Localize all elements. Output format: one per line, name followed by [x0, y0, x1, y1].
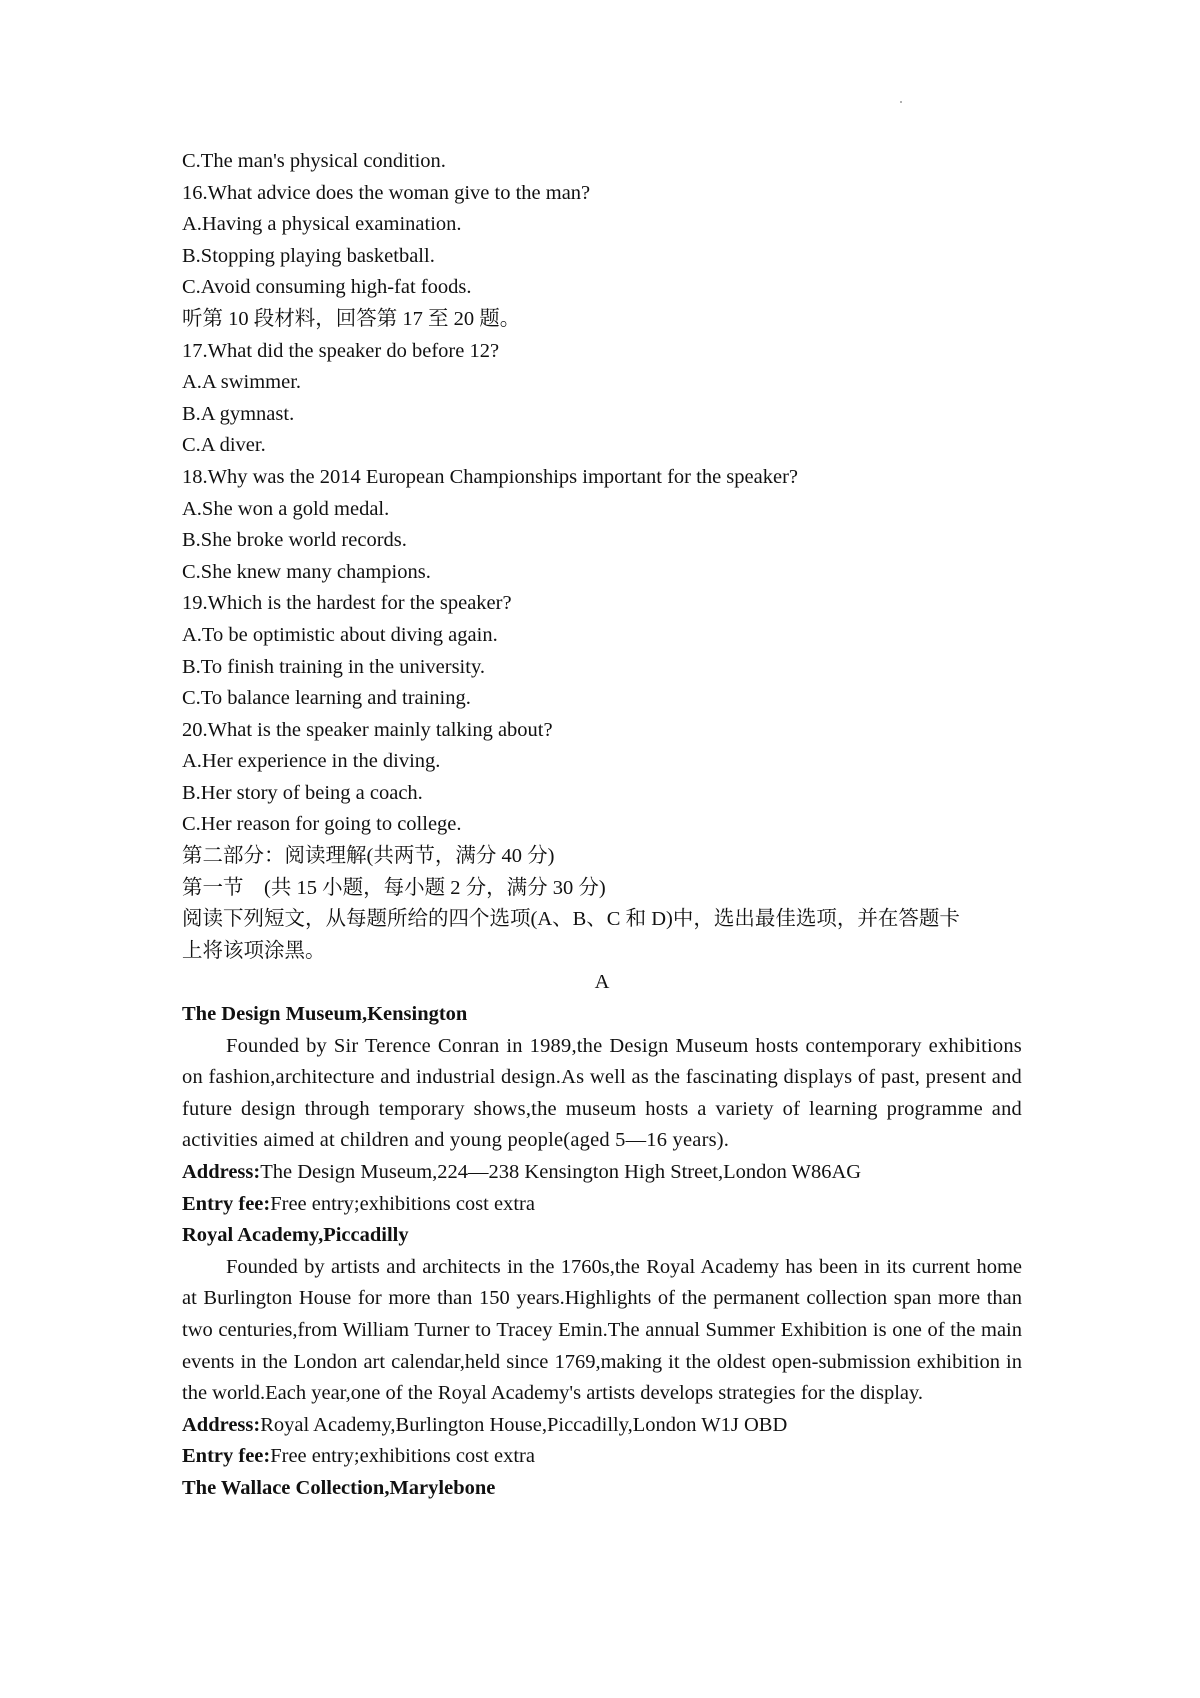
q18-option-c: C.She knew many champions.	[182, 560, 431, 583]
museum-1-address	[182, 1157, 1022, 1189]
q20-question: 20.What is the speaker mainly talking about?	[182, 718, 553, 741]
reading-section-title: 第一节 (共 15 小题，每小题 2 分，满分 30 分)	[182, 876, 606, 899]
museum-2-entry-fee	[182, 1441, 1022, 1473]
q17-option-a: A.A swimmer.	[182, 371, 302, 394]
q19-question: 19.Which is the hardest for the speaker?	[182, 592, 512, 615]
q16-question: 16.What advice does the woman give to the man?	[182, 181, 591, 204]
scan-speck	[900, 101, 902, 103]
reading-part-title: 第二部分：阅读理解(共两节，满分 40 分)	[182, 845, 555, 868]
q17-option-c: C.A diver.	[182, 434, 266, 457]
q20-option-c: C.Her reason for going to college.	[182, 813, 462, 836]
q19-option-b: B.To finish training in the university.	[182, 655, 485, 678]
q16-option-c: C.Avoid consuming high-fat foods.	[182, 276, 472, 299]
museum-2-name: Royal Academy,Piccadilly	[182, 1224, 409, 1247]
q19-option-a: A.To be optimistic about diving again.	[182, 623, 498, 646]
q15-option-c: C.The man's physical condition.	[182, 150, 446, 172]
q16-option-b: B.Stopping playing basketball.	[182, 244, 435, 267]
address-value: Royal Academy,Burlington House,Piccadilly,London W1J OBD	[260, 1413, 788, 1436]
address-label: Address:	[182, 1161, 261, 1183]
q20-option-b: B.Her story of being a coach.	[182, 781, 423, 804]
exam-page	[182, 146, 1022, 1505]
entry-fee-value: Free entry;exhibitions cost extra	[270, 1192, 535, 1215]
reading-instruction-line-2: 上将该项涂黑。	[182, 939, 326, 962]
museum-1-description: Founded by Sir Terence Conran in 1989,the Design Museum hosts contemporary exhibitions on fashion,architecture and industrial design.As well as the fascinating displays of past, present and future design through temporary shows,the museum hosts a variety of learning programme and activities aimed at children and young people(aged 5—16 years).	[182, 1034, 1022, 1152]
museum-2-address	[182, 1410, 1022, 1442]
q17-option-b: B.A gymnast.	[182, 402, 295, 425]
entry-fee-label: Entry fee:	[182, 1445, 271, 1468]
address-label: Address:	[182, 1413, 261, 1436]
entry-fee-label: Entry fee:	[182, 1192, 271, 1215]
q18-question: 18.Why was the 2014 European Championships important for the speaker?	[182, 465, 798, 488]
reading-instruction-line-1: 阅读下列短文，从每题所给的四个选项(A、B、C 和 D)中，选出最佳选项，并在答题卡	[182, 908, 960, 931]
q16-option-a: A.Having a physical examination.	[182, 213, 462, 236]
address-value: The Design Museum,224—238 Kensington High Street,London W86AG	[260, 1161, 862, 1183]
q17-question: 17.What did the speaker do before 12?	[182, 339, 500, 362]
q19-option-c: C.To balance learning and training.	[182, 687, 471, 710]
passage-letter: A	[594, 971, 610, 994]
q18-option-a: A.She won a gold medal.	[182, 497, 390, 520]
section10-instruction: 听第 10 段材料，回答第 17 至 20 题。	[182, 307, 521, 330]
q20-option-a: A.Her experience in the diving.	[182, 750, 441, 773]
museum-1-name: The Design Museum,Kensington	[182, 1003, 468, 1026]
museum-2-description: Founded by artists and architects in the 1760s,the Royal Academy has been in its current home at Burlington House for more than 150 years.Highlights of the permanent collection span more than two centuries,from William Turner to Tracey Emin.The annual Summer Exhibition is one of the main events in the London art calendar,held since 1769,making it the oldest open-submission exhibition in the world.Each year,one of the Royal Academy's artists develops strategies for the display.	[182, 1255, 1022, 1405]
museum-3-name: The Wallace Collection,Marylebone	[182, 1476, 496, 1499]
entry-fee-value: Free entry;exhibitions cost extra	[270, 1445, 535, 1468]
museum-1-entry-fee	[182, 1189, 1022, 1221]
q18-option-b: B.She broke world records.	[182, 529, 407, 552]
